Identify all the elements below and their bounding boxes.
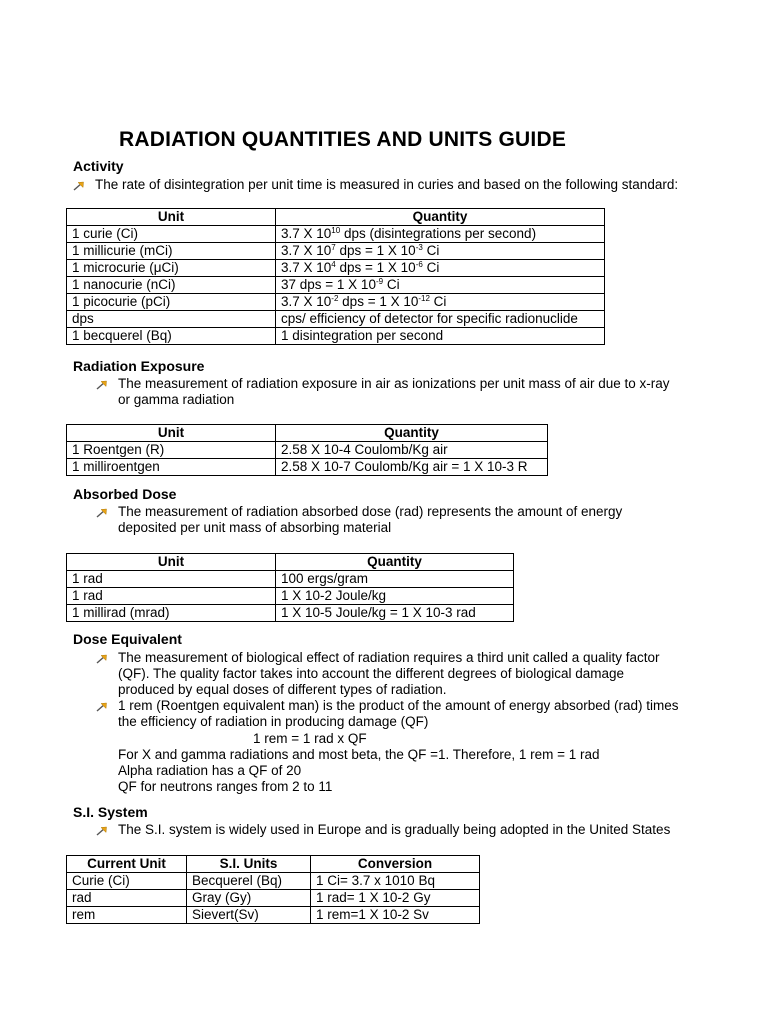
table-cell: 1 Roentgen (R) — [67, 442, 276, 459]
absorbed-heading: Absorbed Dose — [73, 486, 177, 502]
exponent: -9 — [375, 277, 384, 286]
table-cell: rem — [67, 907, 187, 924]
dose-equivalent-bullet-2: 1 rem (Roentgen equivalent man) is the product of the amount of energy absorbed (rad) times the efficiency of radiation in producing damage (QF) — [118, 698, 718, 730]
activity-table — [66, 208, 605, 345]
rem-formula: 1 rem = 1 rad x QF — [253, 731, 367, 746]
table-row — [67, 459, 548, 476]
table-cell: Gray (Gy) — [187, 890, 311, 907]
column-header: Conversion — [311, 856, 480, 873]
absorbed-table — [66, 553, 514, 622]
quantity-text: Ci — [422, 260, 440, 275]
column-header: Unit — [67, 425, 276, 442]
exponent: -12 — [418, 294, 430, 303]
quantity-text: dps = 1 X 10 — [338, 294, 419, 309]
quantity-text: 37 dps = 1 X 10 — [281, 277, 376, 292]
table-cell — [276, 294, 605, 311]
column-header: S.I. Units — [187, 856, 311, 873]
si-table — [66, 855, 480, 924]
table-cell: dps — [67, 311, 276, 328]
exponent: -6 — [415, 260, 423, 269]
exponent: 7 — [331, 243, 336, 252]
table-row — [67, 328, 605, 345]
table-cell: 1 nanocurie (nCi) — [67, 277, 276, 294]
column-header: Quantity — [276, 209, 605, 226]
qf-note: Alpha radiation has a QF of 20 — [118, 763, 302, 778]
bullet-arrow-icon — [96, 702, 108, 712]
quantity-text: 3.7 X 10 — [281, 243, 332, 258]
table-cell: 1 milliroentgen — [67, 459, 276, 476]
si-heading: S.I. System — [73, 804, 148, 820]
table-cell: 1 rad — [67, 588, 276, 605]
table-cell: 1 rad — [67, 571, 276, 588]
table-cell: 100 ergs/gram — [276, 571, 514, 588]
table-row — [67, 605, 514, 622]
exposure-table — [66, 424, 548, 476]
table-row — [67, 311, 605, 328]
table-header-row — [67, 425, 548, 442]
quantity-text: 3.7 X 10 — [281, 226, 332, 241]
quantity-text: Ci — [383, 277, 400, 292]
table-header-row — [67, 554, 514, 571]
quantity-text: dps = 1 X 10 — [335, 260, 416, 275]
table-cell — [276, 226, 605, 243]
dose-equivalent-heading: Dose Equivalent — [73, 631, 182, 647]
qf-note: For X and gamma radiations and most beta, the QF =1. Therefore, 1 rem = 1 rad — [118, 747, 600, 762]
table-row — [67, 226, 605, 243]
table-cell: 2.58 X 10-7 Coulomb/Kg air = 1 X 10-3 R — [276, 459, 548, 476]
table-row — [67, 260, 605, 277]
exposure-bullet: The measurement of radiation exposure in air as ionizations per unit mass of air due to x-ray or gamma radiation — [118, 376, 698, 408]
exponent: 10 — [331, 226, 341, 235]
table-row — [67, 907, 480, 924]
dose-equivalent-bullet-1: The measurement of biological effect of radiation requires a third unit called a quality factor (QF). The quality factor takes into account the different degrees of biological damage produced by equal doses of different types of radiation. — [118, 650, 718, 698]
table-cell — [276, 277, 605, 294]
table-header-row — [67, 856, 480, 873]
exposure-heading: Radiation Exposure — [73, 358, 205, 374]
exponent: -2 — [331, 294, 339, 303]
quantity-text: 3.7 X 10 — [281, 294, 332, 309]
table-cell: 1 rem=1 X 10-2 Sv — [311, 907, 480, 924]
table-cell: 1 becquerel (Bq) — [67, 328, 276, 345]
column-header: Unit — [67, 209, 276, 226]
bullet-arrow-icon — [96, 826, 108, 836]
table-cell: 1 millicurie (mCi) — [67, 243, 276, 260]
bullet-arrow-icon — [73, 181, 85, 191]
table-row — [67, 294, 605, 311]
table-cell: 1 Ci= 3.7 x 1010 Bq — [311, 873, 480, 890]
table-cell — [276, 243, 605, 260]
table-cell: 1 rad= 1 X 10-2 Gy — [311, 890, 480, 907]
bullet-arrow-icon — [96, 380, 108, 390]
table-cell: Sievert(Sv) — [187, 907, 311, 924]
page-title: RADIATION QUANTITIES AND UNITS GUIDE — [119, 128, 567, 151]
table-cell: 1 millirad (mrad) — [67, 605, 276, 622]
column-header: Quantity — [276, 554, 514, 571]
quantity-text: 3.7 X 10 — [281, 260, 332, 275]
table-row — [67, 243, 605, 260]
table-row — [67, 571, 514, 588]
table-cell: 1 picocurie (pCi) — [67, 294, 276, 311]
qf-note: QF for neutrons ranges from 2 to 11 — [118, 779, 333, 794]
table-cell: 2.58 X 10-4 Coulomb/Kg air — [276, 442, 548, 459]
table-row — [67, 890, 480, 907]
table-row — [67, 588, 514, 605]
quantity-text: dps = 1 X 10 — [335, 243, 416, 258]
table-cell: 1 X 10-5 Joule/kg = 1 X 10-3 rad — [276, 605, 514, 622]
quantity-text: dps (disintegrations per second) — [340, 226, 537, 241]
quantity-text: 1 disintegration per second — [281, 328, 444, 343]
table-cell: 1 microcurie (μCi) — [67, 260, 276, 277]
table-cell: Curie (Ci) — [67, 873, 187, 890]
column-header: Unit — [67, 554, 276, 571]
absorbed-bullet: The measurement of radiation absorbed dose (rad) represents the amount of energy deposited per unit mass of absorbing material — [118, 504, 698, 536]
table-cell: rad — [67, 890, 187, 907]
column-header: Quantity — [276, 425, 548, 442]
table-row — [67, 277, 605, 294]
activity-heading: Activity — [73, 158, 124, 174]
table-row — [67, 442, 548, 459]
quantity-text: Ci — [422, 243, 440, 258]
table-row — [67, 873, 480, 890]
table-cell: 1 curie (Ci) — [67, 226, 276, 243]
table-cell: Becquerel (Bq) — [187, 873, 311, 890]
exponent: 4 — [331, 260, 336, 269]
column-header: Current Unit — [67, 856, 187, 873]
activity-bullet: The rate of disintegration per unit time is measured in curies and based on the following standard: — [95, 177, 678, 193]
bullet-arrow-icon — [96, 654, 108, 664]
exponent: -3 — [415, 243, 423, 252]
table-cell — [276, 311, 605, 328]
quantity-text: cps/ efficiency of detector for specific radionuclide — [281, 311, 578, 326]
bullet-arrow-icon — [96, 508, 108, 518]
table-cell — [276, 328, 605, 345]
quantity-text: Ci — [429, 294, 447, 309]
table-cell: 1 X 10-2 Joule/kg — [276, 588, 514, 605]
table-cell — [276, 260, 605, 277]
si-bullet: The S.I. system is widely used in Europe and is gradually being adopted in the United States — [118, 822, 670, 838]
table-header-row — [67, 209, 605, 226]
